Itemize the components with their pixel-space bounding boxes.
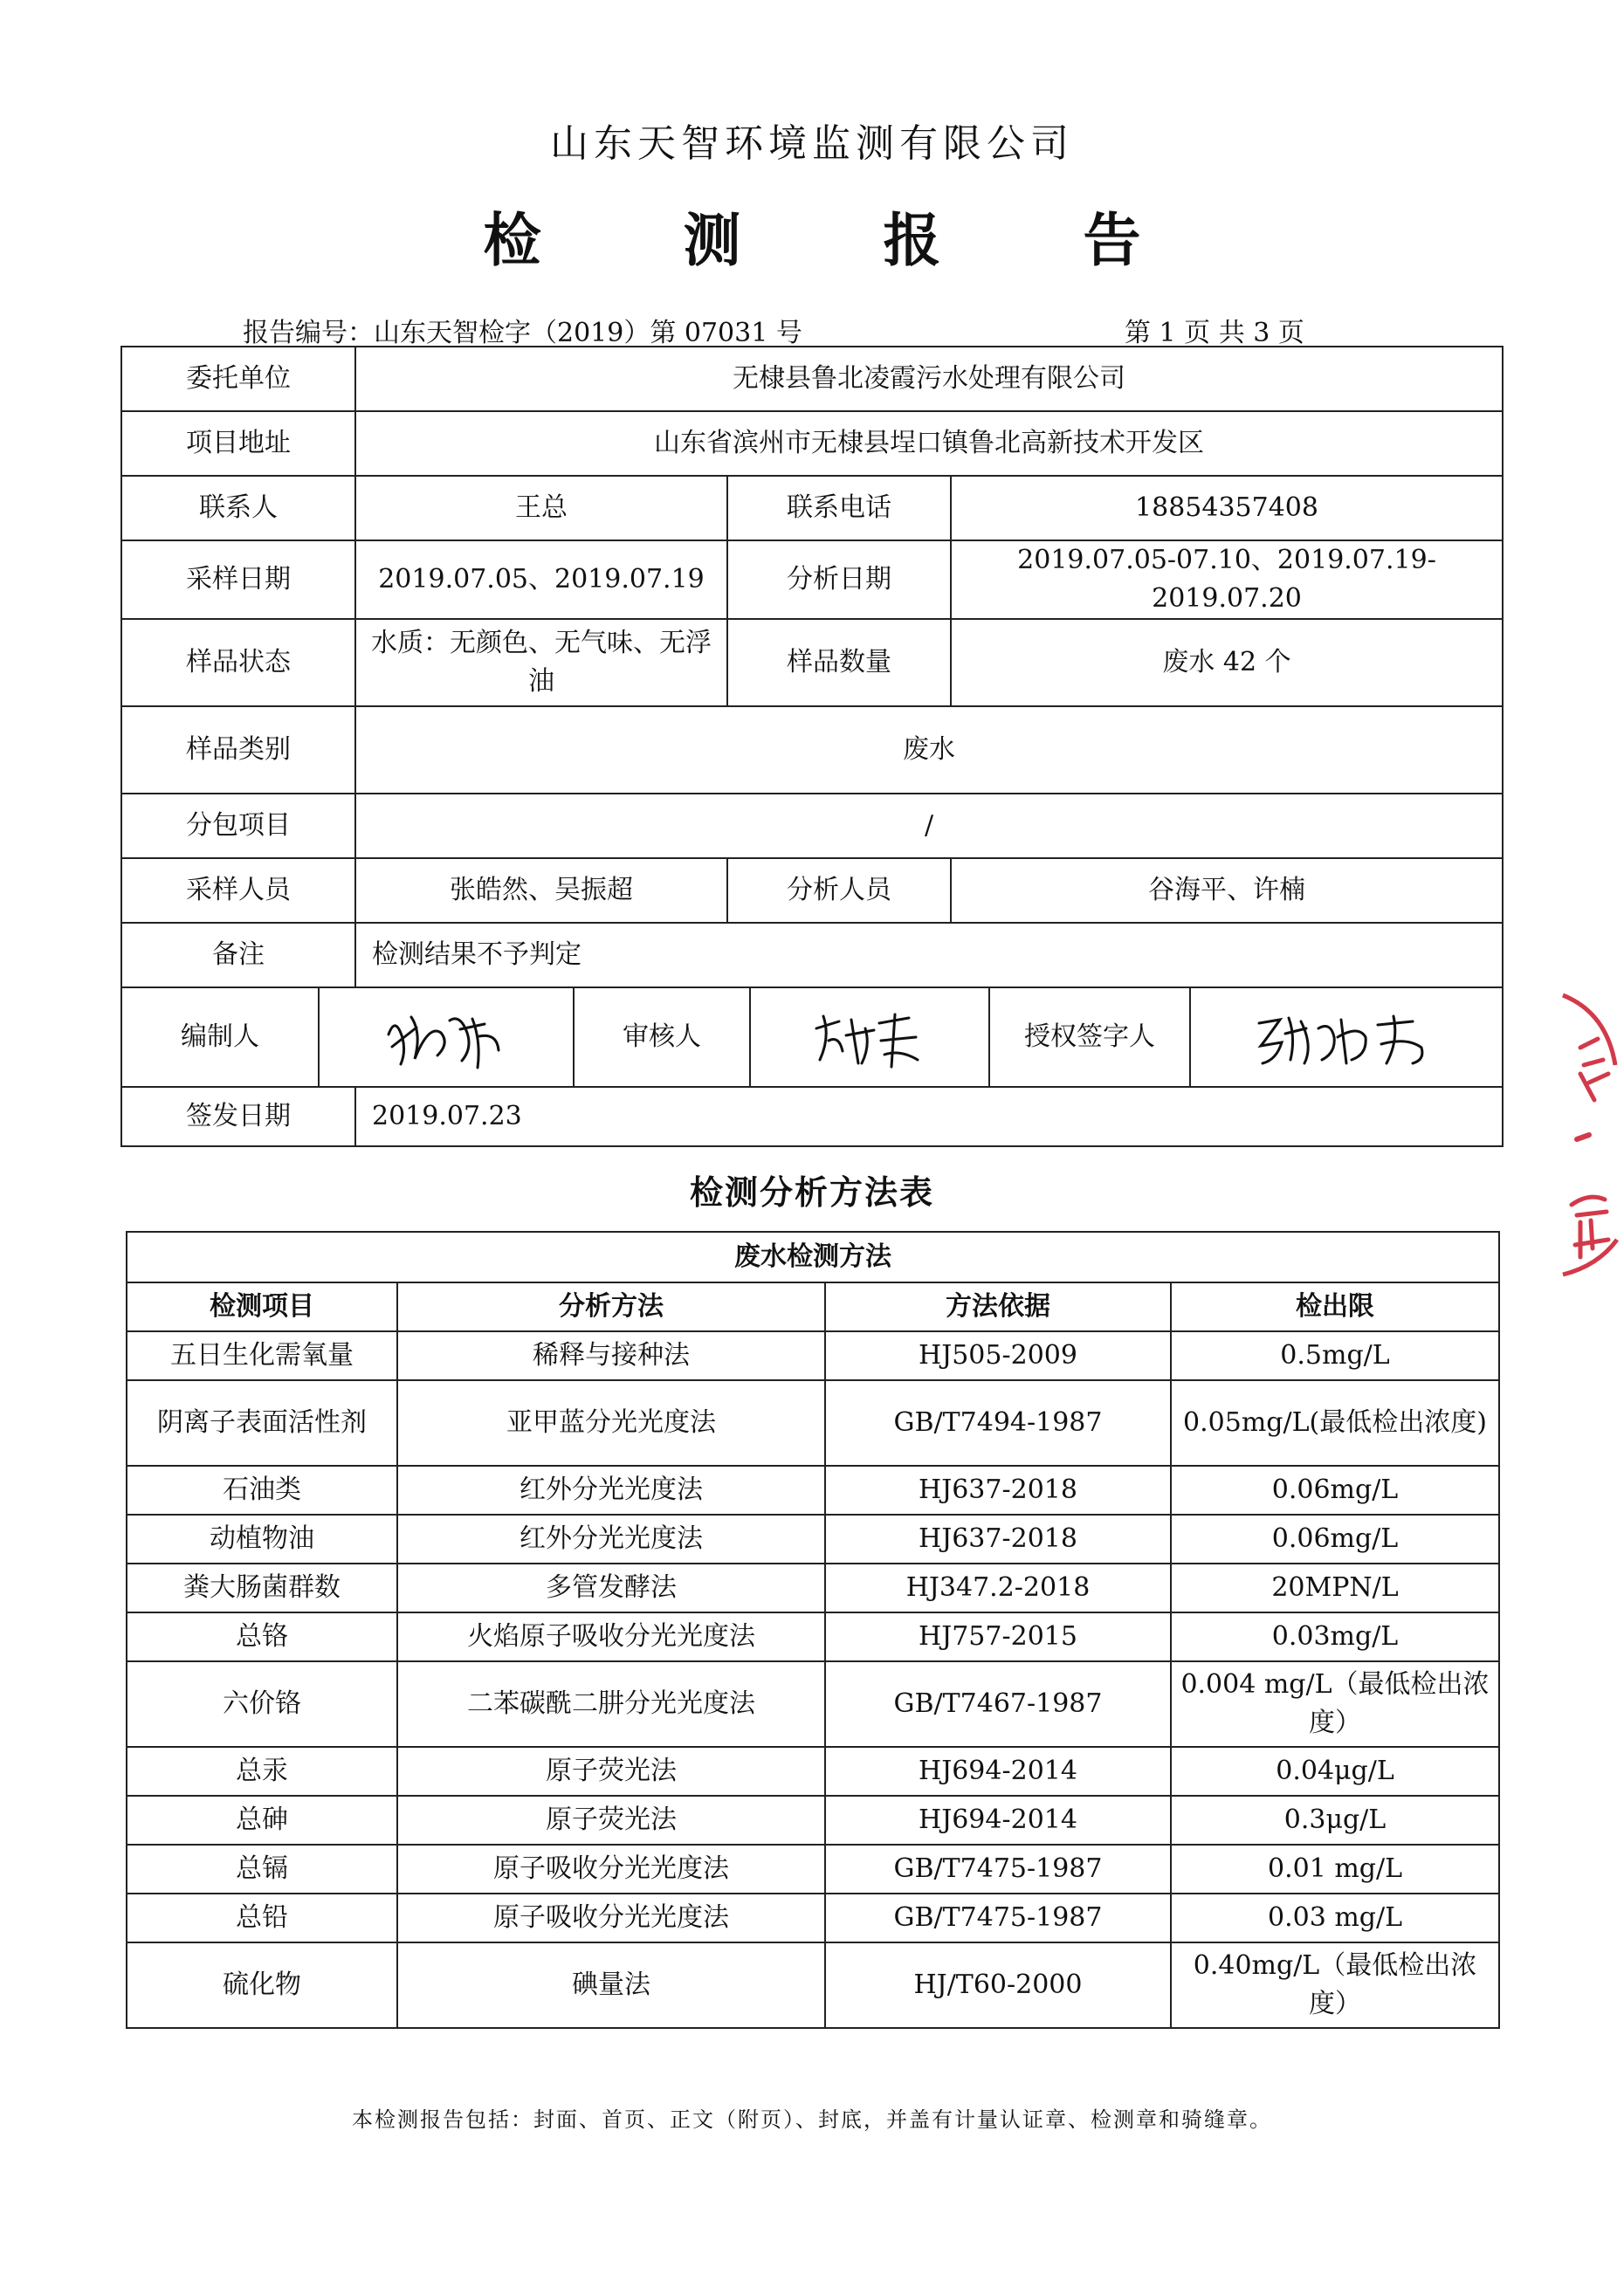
row-remark [122, 924, 1502, 988]
samplers-value: 张皓然、吴振超 [354, 859, 726, 922]
table-row [127, 1331, 1499, 1380]
table-cell: 石油类 [127, 1466, 397, 1515]
table-cell: 总镉 [127, 1845, 397, 1894]
table-cell: 总铅 [127, 1894, 397, 1942]
table-cell: HJ757-2015 [825, 1612, 1171, 1661]
row-sample-type [122, 707, 1502, 794]
sample-count-value: 废水 42 个 [950, 620, 1502, 705]
table-cell: 0.04μg/L [1171, 1747, 1499, 1796]
client-label: 委托单位 [186, 363, 291, 394]
client-value: 无棣县鲁北凌霞污水处理有限公司 [354, 347, 1502, 410]
report-title: 检 测 报 告 [483, 206, 1202, 274]
analysts-label: 分析人员 [726, 859, 950, 922]
table-cell: 0.03 mg/L [1171, 1894, 1499, 1942]
page-info: 第 1 页 共 3 页 [1125, 318, 1304, 348]
sampling-date-value: 2019.07.05、2019.07.19 [354, 541, 726, 618]
table-row [127, 1845, 1499, 1894]
report-number: 报告编号：山东天智检字（2019）第 07031 号 [243, 318, 802, 348]
compiler-signature [318, 988, 573, 1086]
table-cell: 原子荧光法 [397, 1796, 825, 1845]
table-cell: 五日生化需氧量 [127, 1331, 397, 1380]
address-label: 项目地址 [186, 428, 291, 458]
table-row [127, 1942, 1499, 2028]
analysis-date-label: 分析日期 [726, 541, 950, 618]
column-header: 分析方法 [397, 1282, 825, 1331]
report-footer-note: 本检测报告包括：封面、首页、正文（附页）、封底，并盖有计量认证章、检测章和骑缝章。 [352, 2107, 1272, 2132]
table-cell: HJ347.2-2018 [825, 1564, 1171, 1612]
company-name: 山东天智环境监测有限公司 [550, 121, 1074, 166]
table-cell: 0.03mg/L [1171, 1612, 1499, 1661]
column-header: 检出限 [1171, 1282, 1499, 1331]
table-cell: 0.06mg/L [1171, 1515, 1499, 1564]
table-cell: 原子吸收分光光度法 [397, 1845, 825, 1894]
row-signatures [122, 988, 1502, 1088]
table-cell: GB/T7475-1987 [825, 1894, 1171, 1942]
table-cell: 总汞 [127, 1747, 397, 1796]
table-row [127, 1564, 1499, 1612]
table-cell: 0.05mg/L(最低检出浓度) [1171, 1380, 1499, 1466]
analysts-value: 谷海平、许楠 [950, 859, 1502, 922]
signature-image [376, 998, 516, 1076]
row-personnel [122, 859, 1502, 924]
contact-value: 王总 [354, 477, 726, 540]
table-cell: 火焰原子吸收分光光度法 [397, 1612, 825, 1661]
table-cell: HJ637-2018 [825, 1466, 1171, 1515]
table-row [127, 1515, 1499, 1564]
table-cell: 总砷 [127, 1796, 397, 1845]
table-row [127, 1466, 1499, 1515]
table-cell: 粪大肠菌群数 [127, 1564, 397, 1612]
samplers-label: 采样人员 [186, 875, 291, 905]
sample-type-label: 样品类别 [186, 734, 291, 765]
table-cell: HJ637-2018 [825, 1515, 1171, 1564]
table-cell: 阴离子表面活性剂 [127, 1380, 397, 1466]
table-cell: 0.3μg/L [1171, 1796, 1499, 1845]
table-row [127, 1894, 1499, 1942]
row-client [122, 347, 1502, 412]
row-address [122, 412, 1502, 477]
sample-state-label: 样品状态 [186, 647, 291, 677]
phone-value: 18854357408 [950, 477, 1502, 540]
table-cell: 0.06mg/L [1171, 1466, 1499, 1515]
row-contact [122, 477, 1502, 541]
row-dates [122, 541, 1502, 620]
signature-image [1250, 1002, 1442, 1072]
reviewer-signature [749, 988, 988, 1086]
table-cell: 红外分光光度法 [397, 1466, 825, 1515]
contact-label: 联系人 [199, 492, 278, 523]
sample-state-value: 水质：无颜色、无气味、无浮油 [354, 620, 726, 705]
subcontract-label: 分包项目 [186, 810, 291, 841]
table-cell: 原子吸收分光光度法 [397, 1894, 825, 1942]
table-row [127, 1380, 1499, 1466]
compiler-label: 编制人 [181, 1021, 259, 1052]
seal-stamp [1554, 986, 1624, 1283]
table-row [127, 1661, 1499, 1747]
table-row [127, 1747, 1499, 1796]
table-cell: HJ505-2009 [825, 1331, 1171, 1380]
table-cell: HJ/T60-2000 [825, 1942, 1171, 2028]
table-cell: GB/T7467-1987 [825, 1661, 1171, 1747]
table-cell: 动植物油 [127, 1515, 397, 1564]
table-cell: 亚甲蓝分光光度法 [397, 1380, 825, 1466]
authorized-label: 授权签字人 [988, 988, 1189, 1086]
table-cell: 原子荧光法 [397, 1747, 825, 1796]
column-header: 方法依据 [825, 1282, 1171, 1331]
table-cell: 0.5mg/L [1171, 1331, 1499, 1380]
methods-subtitle: 废水检测方法 [127, 1232, 1499, 1282]
table-cell: 二苯碳酰二肼分光光度法 [397, 1661, 825, 1747]
row-issue-date [122, 1088, 1502, 1145]
table-cell: HJ694-2014 [825, 1796, 1171, 1845]
authorized-signature [1189, 988, 1502, 1086]
table-cell: 六价铬 [127, 1661, 397, 1747]
column-header: 检测项目 [127, 1282, 397, 1331]
table-cell: 红外分光光度法 [397, 1515, 825, 1564]
table-cell: 0.004 mg/L（最低检出浓度） [1171, 1661, 1499, 1747]
table-row [127, 1796, 1499, 1845]
table-cell: 多管发酵法 [397, 1564, 825, 1612]
signature-image [804, 1002, 935, 1072]
methods-title: 检测分析方法表 [689, 1172, 934, 1212]
address-value: 山东省滨州市无棣县埕口镇鲁北高新技术开发区 [354, 412, 1502, 475]
table-row [127, 1612, 1499, 1661]
table-cell: 20MPN/L [1171, 1564, 1499, 1612]
issue-date-label: 签发日期 [186, 1101, 291, 1131]
table-cell: 稀释与接种法 [397, 1331, 825, 1380]
remark-label: 备注 [212, 939, 265, 970]
table-cell: 0.40mg/L（最低检出浓度） [1171, 1942, 1499, 2028]
sampling-date-label: 采样日期 [186, 564, 291, 595]
issue-date-value: 2019.07.23 [354, 1088, 1502, 1145]
reviewer-label: 审核人 [573, 988, 749, 1086]
table-cell: 碘量法 [397, 1942, 825, 2028]
methods-table [126, 1231, 1500, 2029]
row-sample-state [122, 620, 1502, 707]
row-subcontract [122, 794, 1502, 859]
sample-count-label: 样品数量 [726, 620, 950, 705]
analysis-date-value: 2019.07.05-07.10、2019.07.19-2019.07.20 [950, 541, 1502, 618]
table-cell: 总铬 [127, 1612, 397, 1661]
methods-header-row [127, 1282, 1499, 1331]
table-cell: GB/T7494-1987 [825, 1380, 1171, 1466]
table-cell: 0.01 mg/L [1171, 1845, 1499, 1894]
table-cell: GB/T7475-1987 [825, 1845, 1171, 1894]
remark-value: 检测结果不予判定 [354, 924, 1502, 986]
subcontract-value: / [354, 794, 1502, 857]
report-info-table [120, 346, 1504, 1147]
table-cell: HJ694-2014 [825, 1747, 1171, 1796]
table-cell: 硫化物 [127, 1942, 397, 2028]
sample-type-value: 废水 [354, 707, 1502, 793]
phone-label: 联系电话 [726, 477, 950, 540]
